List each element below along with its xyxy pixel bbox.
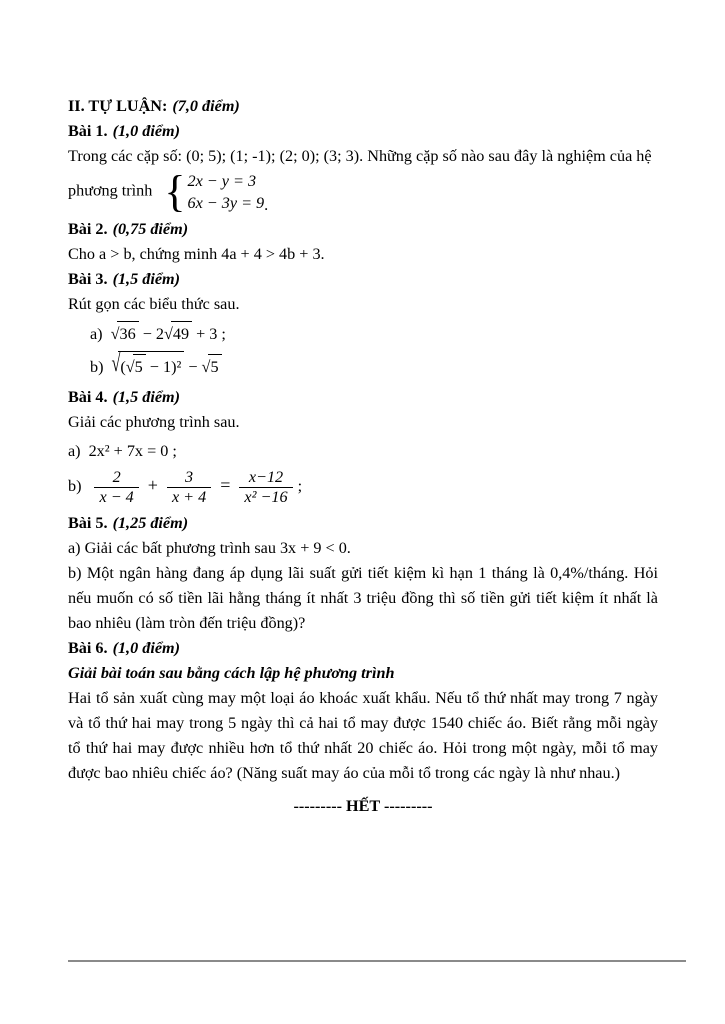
bai4-label: Bài 4. xyxy=(68,388,108,406)
bai2-points: (0,75 điểm) xyxy=(112,220,189,238)
outer-radical-expression xyxy=(111,351,184,381)
bai2-body: Cho a > b, chứng minh 4a + 4 > 4b + 3. xyxy=(68,245,325,263)
bai1-label: Bài 1. xyxy=(68,122,108,140)
fraction xyxy=(167,468,211,507)
section-title: II. TỰ LUẬN: xyxy=(68,97,168,115)
inner-radicand: 5 xyxy=(133,354,146,380)
bai3-heading xyxy=(68,267,658,292)
numerator: 3 xyxy=(185,468,194,486)
bai6-subtitle: Giải bài toán sau bằng cách lập hệ phương trình xyxy=(68,664,395,682)
bai4-points: (1,5 điểm) xyxy=(112,388,181,406)
document-content xyxy=(68,94,658,819)
radicand: 49 xyxy=(171,321,192,347)
bai5-item-a: a) Giải các bất phương trình sau 3x + 9 < 0. xyxy=(68,539,351,557)
bai5-item-b: b) Một ngân hàng đang áp dụng lãi suất gửi tiết kiệm kì hạn 1 tháng là 0,4%/tháng. Hỏi nếu muốn có số tiền lãi hằng tháng ít nhất 3 triệu đồng thì số tiền gửi tiết kiệm ít nhất là bao nhiêu (làm tròn đến triệu đồng)? xyxy=(68,564,658,632)
bai6-body: Hai tổ sản xuất cùng may một loại áo khoác xuất khẩu. Nếu tổ thứ nhất may trong 7 ngày và tổ thứ hai may trong 5 ngày thì cả hai tổ may được 1540 chiếc áo. Biết rằng mỗi ngày tổ thứ hai may được nhiều hơn tổ thứ nhất 20 chiếc áo. Hỏi trong một ngày, mỗi tổ may được bao nhiêu chiếc áo? (Năng suất may áo của mỗi tổ trong các ngày là như nhau.) xyxy=(68,689,658,782)
bai2-heading xyxy=(68,217,658,242)
fraction xyxy=(239,468,292,507)
bai2-label: Bài 2. xyxy=(68,220,108,238)
expression-tail: + 3 ; xyxy=(196,325,226,343)
radical-expression xyxy=(111,321,139,347)
numerator: x−12 xyxy=(248,468,284,486)
radical-sign-icon: √ xyxy=(110,325,120,343)
bai3-item-a xyxy=(68,321,658,347)
radical-sign-icon: √ xyxy=(201,358,211,376)
bai1-heading xyxy=(68,119,658,144)
denominator: x² −16 xyxy=(239,487,292,507)
bai4-item-a xyxy=(68,439,658,464)
system-prefix: phương trình xyxy=(68,181,153,200)
equals-operator: = xyxy=(220,475,231,496)
inner-radical-expression xyxy=(126,354,146,380)
bai5-points: (1,25 điểm) xyxy=(112,514,189,532)
numerator: 2 xyxy=(112,468,121,486)
radical-sign-icon: √ xyxy=(111,350,121,378)
bai5-heading xyxy=(68,511,658,536)
operator-text: − xyxy=(188,358,198,376)
system-eq1: 2x − y = 3 xyxy=(187,172,257,190)
bai1-points: (1,0 điểm) xyxy=(112,122,181,140)
bai3-item-b-label: b) xyxy=(90,358,104,376)
bai4-item-b-label: b) xyxy=(68,477,82,496)
bai3-label: Bài 3. xyxy=(68,270,108,288)
fraction xyxy=(94,468,138,507)
expression-tail: ; xyxy=(297,477,303,496)
footer-divider xyxy=(68,960,686,962)
end-marker: --------- HẾT --------- xyxy=(293,797,433,815)
system-period: . xyxy=(264,196,269,214)
bai3-item-b xyxy=(68,351,658,381)
radical-sign-icon: √ xyxy=(163,325,173,343)
bai1-system xyxy=(68,167,658,216)
denominator: x − 4 xyxy=(94,487,138,507)
section-heading xyxy=(68,94,658,119)
bai5-label: Bài 5. xyxy=(68,514,108,532)
system-equations xyxy=(187,170,264,214)
bai4-heading xyxy=(68,385,658,410)
bai6-heading xyxy=(68,636,658,661)
system-eq2: 6x − 3y = 9 xyxy=(187,194,265,212)
radical-expression xyxy=(164,321,192,347)
bai3-intro: Rút gọn các biểu thức sau. xyxy=(68,295,240,313)
section-points: (7,0 điểm) xyxy=(172,97,240,115)
operator-text: − 2 xyxy=(142,325,164,343)
radical-sign-icon: √ xyxy=(125,358,135,376)
equation-text: 2x² + 7x = 0 ; xyxy=(88,442,177,460)
radical-expression xyxy=(202,354,222,380)
bai6-points: (1,0 điểm) xyxy=(112,639,181,657)
plus-operator: + xyxy=(147,475,158,496)
left-brace-icon: { xyxy=(164,167,186,216)
radicand: 5 xyxy=(208,354,221,380)
outer-radicand xyxy=(118,351,184,381)
bai3-points: (1,5 điểm) xyxy=(112,270,181,288)
equation-system xyxy=(164,167,269,216)
open-paren: ( xyxy=(120,358,126,376)
bai4-item-b xyxy=(68,468,658,507)
denominator: x + 4 xyxy=(167,487,211,507)
bai4-intro: Giải các phương trình sau. xyxy=(68,413,240,431)
radicand: 36 xyxy=(117,321,138,347)
bai3-item-a-label: a) xyxy=(90,325,103,343)
bai6-label: Bài 6. xyxy=(68,639,108,657)
bai1-intro: Trong các cặp số: (0; 5); (1; -1); (2; 0); (3; 3). Những cặp số nào sau đây là nghiệm của hệ xyxy=(68,147,652,165)
bai4-item-a-label: a) xyxy=(68,442,81,460)
close-paren-squared: − 1)² xyxy=(145,358,182,376)
